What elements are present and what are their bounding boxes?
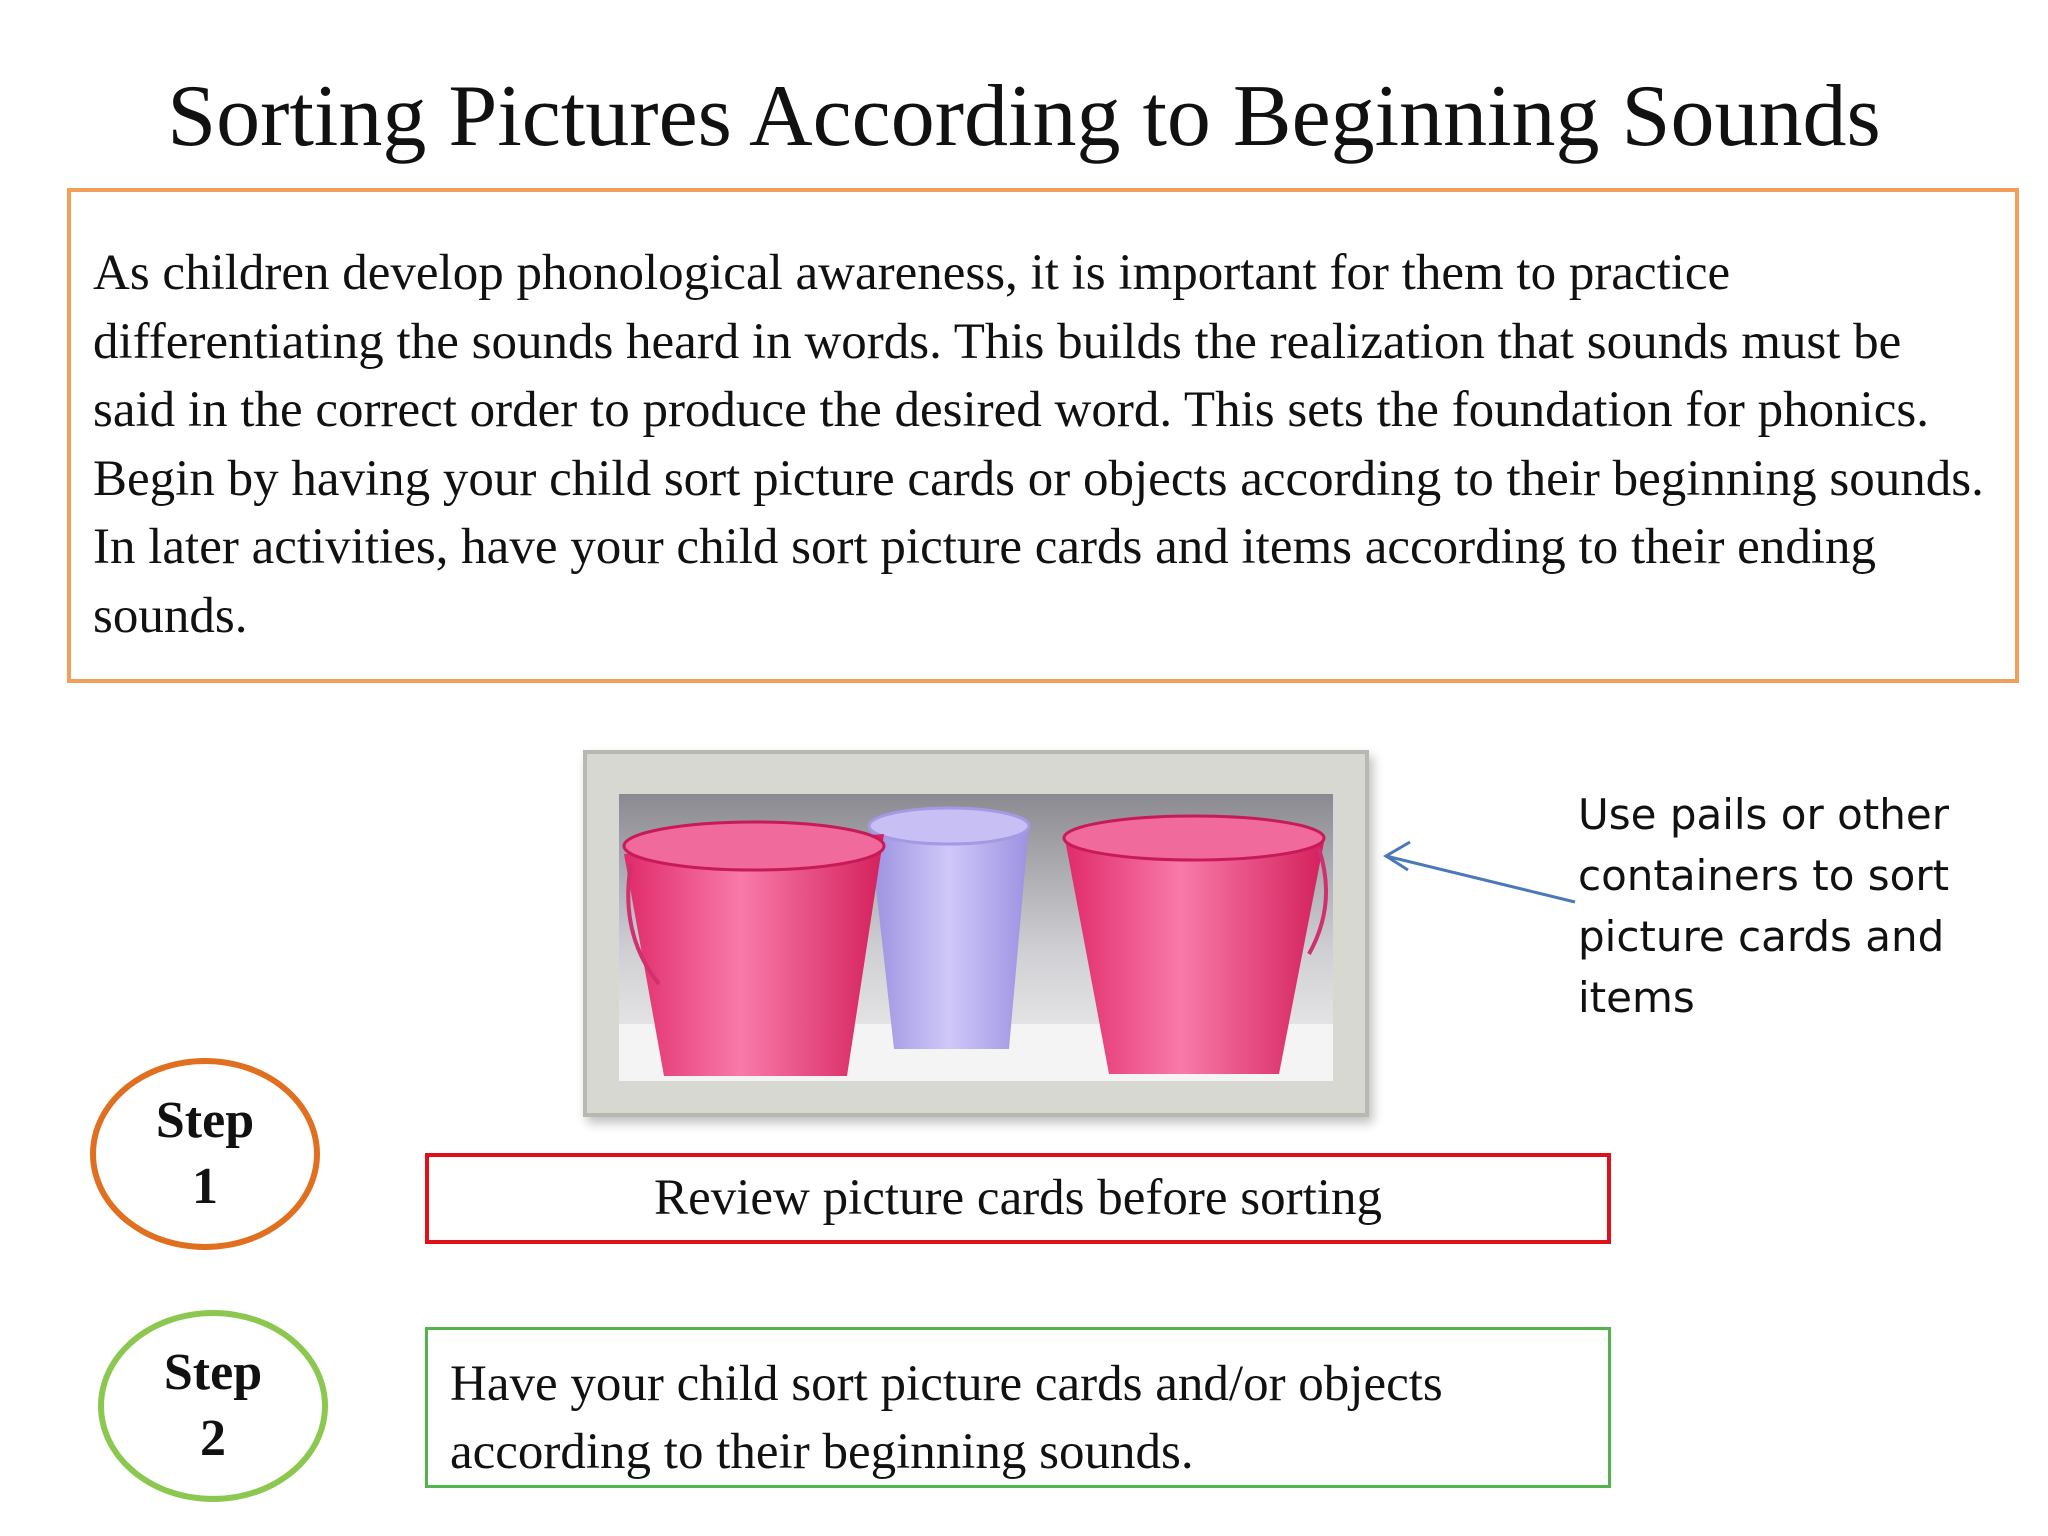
intro-text: As children develop phonological awareness, it is important for them to practice differentiating the sounds heard in words. This builds the realization that sounds must be said in the correct order to produce the desired word. This sets the foundation for phonics. Begin by having your child sort picture cards or objects according to their beginning sounds. In later activities, have your child sort picture cards and items according to their ending sounds. [93, 245, 1984, 644]
callout-text: Use pails or other containers to sort picture cards and items [1578, 790, 1950, 1022]
pails-photo-frame [583, 750, 1369, 1117]
arrow-icon [1380, 840, 1580, 920]
step-1-box: Review picture cards before sorting [425, 1153, 1611, 1244]
page-title: Sorting Pictures According to Beginning Sounds [167, 68, 1881, 165]
step-1-badge [90, 1058, 320, 1250]
step-2-word: Step [163, 1344, 263, 1401]
step-2-number: 2 [200, 1410, 226, 1467]
step-2-badge [98, 1310, 328, 1502]
pink-pail-right-icon [1064, 834, 1324, 1074]
lilac-pail-icon [869, 824, 1029, 1049]
step-1-word: Step [155, 1092, 255, 1149]
step-2-box: Have your child sort picture cards and/or objects according to their beginning sounds. [425, 1327, 1611, 1488]
pails-photo [619, 794, 1333, 1081]
intro-box [67, 188, 2019, 683]
step-1-number: 1 [192, 1158, 218, 1215]
